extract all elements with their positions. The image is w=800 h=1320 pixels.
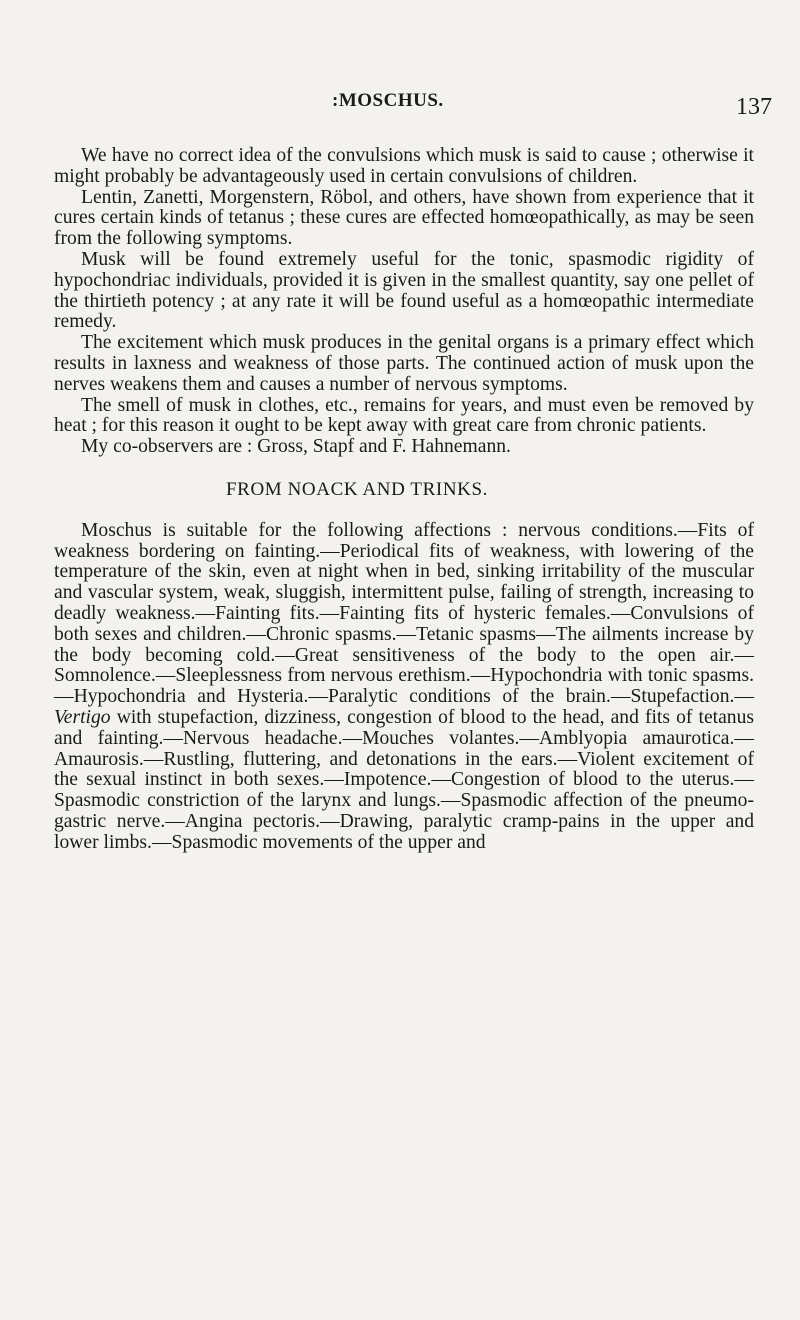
paragraph: The excitement which musk produces in the genital organs is a primary effect which results in laxness and weakness of those parts. The continued action of musk upon the nerves weakens them and causes a number of nervous symptoms. bbox=[54, 332, 754, 395]
running-head: :MOSCHUS. bbox=[332, 90, 444, 111]
noack-text-before: Moschus is suitable for the following affections : nervous conditions.—Fits of weakness bordering on fainting.—Periodical fits of weakness, with lowering of the temperature of the skin, even at night when in bed, sinking irritability of the muscular and vascular system, weak, sluggish, intermittent pulse, failing of strength, increasing to deadly weakness.—Fainting fits.—Fainting fits of hysteric females.—Convulsions of both sexes and children.—Chronic spasms.—Tetanic spasms—The ailments increase by the body becoming cold.—Great sensitiveness of the body to the open air.—Somnolence.—Sleeplessness from nervous erethism.—Hypochondria with tonic spasms.—Hypochondria and Hysteria.—Paralytic conditions of the brain.—Stupefaction.— bbox=[54, 519, 754, 708]
paragraph: My co-observers are : Gross, Stapf and F. Hahnemann. bbox=[81, 436, 511, 458]
body-text bbox=[54, 146, 754, 854]
section-heading: FROM NOACK AND TRINKS. bbox=[226, 478, 488, 500]
italic-term: Vertigo bbox=[54, 706, 111, 728]
paragraph: We have no correct idea of the convulsions which musk is said to cause ; otherwise it might probably be advantageously used in certain convulsions of children. bbox=[54, 145, 754, 187]
page-number: 137 bbox=[736, 94, 772, 120]
noack-text-after: with stupefaction, dizziness, congestion of blood to the head, and fits of tetanus and fainting.—Nervous headache.—Mouches volantes.—Amblyopia amaurotica.—Amaurosis.—Rustling, fluttering, and detonations in the ears.—Violent excitement of the sexual instinct in both sexes.—Impotence.—Congestion of blood to the uterus.—Spasmodic constriction of the larynx and lungs.—Spasmodic affection of the pneumo-gastric nerve.—Angina pectoris.—Drawing, paralytic cramp-pains in the upper and lower limbs.—Spasmodic movements of the upper and bbox=[54, 706, 754, 853]
paragraph: Musk will be found extremely useful for the tonic, spasmodic rigidity of hypochondriac individuals, provided it is given in the smallest quantity, say one pellet of the thirtieth potency ; at any rate it will be found useful as a homœopathic intermediate remedy. bbox=[54, 248, 754, 333]
page-header bbox=[0, 90, 800, 126]
paragraph: Lentin, Zanetti, Morgenstern, Röbol, and others, have shown from experience that it cures certain kinds of tetanus ; these cures are effected homœopathically, as may be seen from the following symptoms. bbox=[54, 186, 754, 250]
noack-paragraph bbox=[54, 521, 754, 854]
paragraph: The smell of musk in clothes, etc., remains for years, and must even be removed by heat ; for this reason it ought to be kept away with great care from chronic patients. bbox=[54, 394, 754, 437]
